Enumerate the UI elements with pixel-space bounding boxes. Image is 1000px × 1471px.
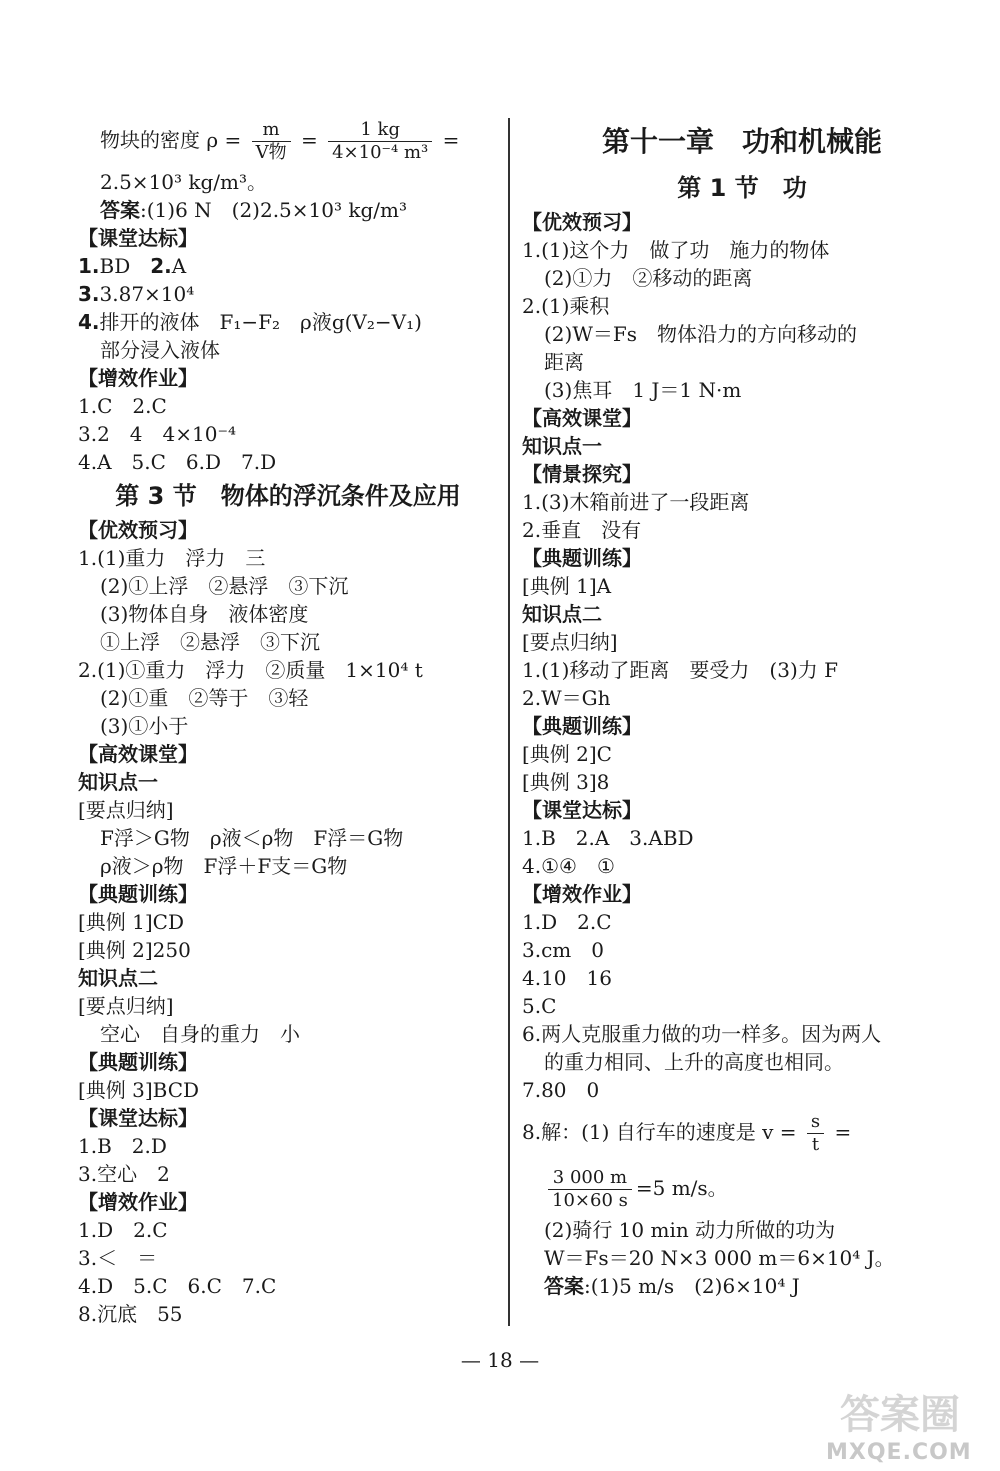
section-header: 【优效预习】 [522,210,642,234]
formula-line: F浮＞G物 ρ液＜ρ物 F浮＝G物 [100,826,404,850]
sub-header: [要点归纳] [78,798,174,822]
answer-row: 4.D 5.C 6.C 7.C [78,1274,277,1298]
answer-row: (2)①力 ②移动的距离 [544,266,753,290]
example-answer: [典例 2]C [522,742,612,766]
frac-denominator: 4×10⁻⁴ m³ [332,142,429,163]
answer-row: 4.①④ ① [522,854,615,878]
section-header: 【增效作业】 [522,882,642,906]
item-ans: 排开的液体 F₁−F₂ ρ液g(V₂−V₁) [99,310,422,334]
left-column [78,112,498,1328]
watermark-domain: MXQE.COM [826,1440,972,1465]
column-divider [508,118,510,1326]
answer-row [78,308,498,336]
frac-denominator: t [811,1134,820,1155]
fraction-values [328,119,432,164]
formula-line: 空心 自身的重力 小 [100,1022,300,1046]
section-header: 【情景探究】 [522,462,642,486]
answer-row: (2)骑行 10 min 动力所做的功为 [544,1218,836,1242]
answer-row: 2.W＝Gh [522,686,611,710]
section-header: 【典题训练】 [78,1050,198,1074]
example-answer: [典例 1]CD [78,910,185,934]
fraction-distance-time [548,1167,632,1212]
example-answer: [典例 1]A [522,574,612,598]
answer-row: 距离 [544,350,584,374]
speed-result: =5 m/s。 [635,1176,728,1200]
answer-row: 3.空心 2 [78,1162,170,1186]
section-header: 【高效课堂】 [522,406,642,430]
answer-row: W＝Fs＝20 N×3 000 m＝6×10⁴ J。 [544,1246,895,1270]
section-header: 【典题训练】 [78,882,198,906]
section-header: 【课堂达标】 [78,1106,198,1130]
answer-row: 7.80 0 [522,1078,600,1102]
fraction-s-over-t [807,1111,824,1156]
example-answer: [典例 3]8 [522,770,610,794]
density-result: 2.5×10³ kg/m³。 [100,170,268,194]
example-answer: [典例 2]250 [78,938,191,962]
item-num: 2. [150,254,172,278]
answer-row: 1.B 2.A 3.ABD [522,826,694,850]
answer-row: 3.2 4 4×10⁻⁴ [78,422,237,446]
knowledge-point: 知识点一 [522,434,602,458]
answer-row: 1.(1)移动了距离 要受力 (3)力 F [522,658,838,682]
item-num: 4. [78,310,100,334]
answer-row [78,280,498,308]
item-num: 3. [78,282,100,306]
speed-formula [522,1104,962,1160]
answer-row: 3.＜ ＝ [78,1246,158,1270]
section-header: 【课堂达标】 [522,798,642,822]
section-header: 【典题训练】 [522,714,642,738]
knowledge-point: 知识点二 [78,966,158,990]
section-header: 【典题训练】 [522,546,642,570]
density-formula [78,112,498,168]
knowledge-point: 知识点一 [78,770,158,794]
answer-row: (3)①小于 [100,714,189,738]
item-ans: 3.87×10⁴ [99,282,195,306]
watermark-logo [822,1392,982,1464]
answer-row: (3)物体自身 液体密度 [100,602,309,626]
frac-numerator: s [807,1111,824,1134]
answer-row: 3.cm 0 [522,938,604,962]
answer-row: 1.C 2.C [78,394,167,418]
answer-label: 答案 [100,198,140,222]
knowledge-point: 知识点二 [522,602,602,626]
watermark-logo-text: 答案圈 [840,1392,960,1438]
answer-row: 4.10 16 [522,966,612,990]
answer-row: 8.沉底 55 [78,1302,183,1326]
answer-row: (2)①上浮 ②悬浮 ③下沉 [100,574,349,598]
answer-text: :(1)5 m/s (2)6×10⁴ J [584,1274,800,1298]
answer-line [522,1272,962,1300]
answer-row: (2)W＝Fs 物体沿力的方向移动的 [544,322,858,346]
answer-row: 1.D 2.C [78,1218,168,1242]
page-number: — 18 — [460,1348,540,1372]
frac-numerator: m [252,119,291,142]
answer-row: 6.两人克服重力做的功一样多。因为两人 [522,1022,882,1046]
item-ans: BD [99,254,151,278]
answer-row [78,252,498,280]
section-header: 【课堂达标】 [78,226,198,250]
frac-numerator: 1 kg [328,119,432,142]
item-num: 1. [78,254,100,278]
answer-row: 1.(1)重力 浮力 三 [78,546,266,570]
section-header: 【优效预习】 [78,518,198,542]
answer-row: 的重力相同、上升的高度也相同。 [544,1050,844,1074]
answer-row: 1.(1)这个力 做了功 施力的物体 [522,238,830,262]
sub-header: [要点归纳] [78,994,174,1018]
answer-row: (2)①重 ②等于 ③轻 [100,686,309,710]
equals-sign: = [442,128,460,152]
answer-text: :(1)6 N (2)2.5×10³ kg/m³ [140,198,408,222]
section-header: 【高效课堂】 [78,742,198,766]
density-lead: 物块的密度 ρ = [100,128,242,152]
equals-sign: = [300,128,318,152]
sub-header: [要点归纳] [522,630,618,654]
formula-line: ρ液＞ρ物 F浮＋F支＝G物 [100,854,348,878]
answer-row: 2.(1)①重力 浮力 ②质量 1×10⁴ t [78,658,423,682]
speed-value [522,1160,962,1216]
item-ans: A [171,254,187,278]
answer-row: 2.垂直 没有 [522,518,642,542]
answer-row: (3)焦耳 1 J＝1 N·m [544,378,742,402]
solution-lead: 8.解：(1) 自行车的速度是 v = [522,1120,797,1144]
chapter-title: 第十一章 功和机械能 [601,125,882,158]
answer-row: 1.(3)木箱前进了一段距离 [522,490,750,514]
right-column [522,112,962,1300]
answer-line [78,196,498,224]
answer-row: 部分浸入液体 [100,338,220,362]
equals-sign: = [834,1120,852,1144]
answer-row: ①上浮 ②悬浮 ③下沉 [100,630,320,654]
answer-label: 答案 [544,1274,584,1298]
section-title: 第 3 节 物体的浮沉条件及应用 [115,482,461,510]
section-title: 第 1 节 功 [677,174,807,202]
section-header: 【增效作业】 [78,366,198,390]
answer-row: 1.D 2.C [522,910,612,934]
answer-row: 2.(1)乘积 [522,294,610,318]
answer-row: 1.B 2.D [78,1134,167,1158]
fraction-m-over-v [252,119,291,164]
answer-row: 5.C [522,994,557,1018]
example-answer: [典例 3]BCD [78,1078,200,1102]
frac-denominator: 10×60 s [552,1190,628,1211]
answer-row: 4.A 5.C 6.D 7.D [78,450,277,474]
frac-numerator: 3 000 m [548,1167,632,1190]
section-header: 【增效作业】 [78,1190,198,1214]
frac-denominator: V物 [255,142,287,163]
